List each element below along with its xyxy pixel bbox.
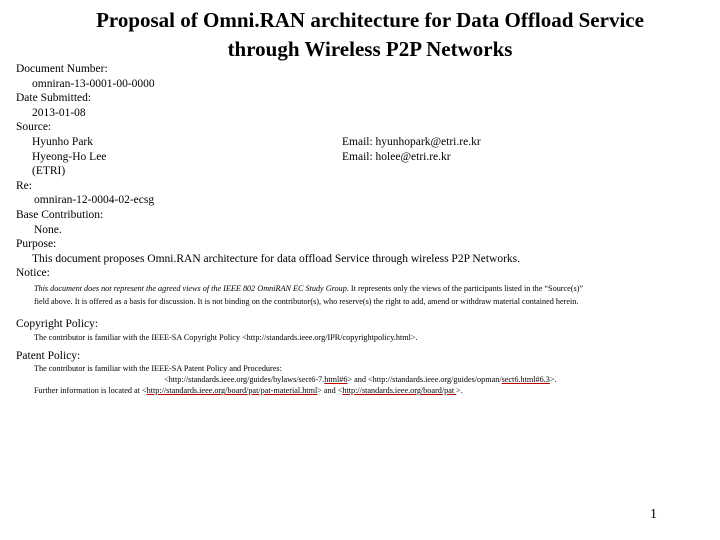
date-submitted-value: 2013-01-08 — [32, 106, 86, 119]
patent-text — [16, 363, 716, 396]
patent-line-1: The contributor is familiar with the IEEE-SA Patent Policy and Procedures: — [34, 364, 282, 374]
purpose-label: Purpose: — [16, 238, 57, 251]
notice-line-1-rest: . It represents only the views of the participants listed in the “Source(s)” — [346, 283, 584, 293]
document-body — [16, 62, 716, 396]
title-line-2: through Wireless P2P Networks — [227, 37, 513, 61]
patent-link-text: > and < — [317, 386, 343, 396]
author-row — [16, 150, 716, 165]
notice-line-2: field above. It is offered as a basis for discussion. It is not binding on the contributor(s), who reserve(s) the right to add, amend or withdraw material contained herein. — [34, 296, 579, 306]
author-email: Email: hyunhopark@etri.re.kr — [342, 135, 481, 148]
document-title — [30, 6, 710, 64]
base-contribution-value: None. — [34, 223, 62, 236]
patent-line-3 — [34, 385, 716, 396]
copyright-text: The contributor is familiar with the IEEE-SA Copyright Policy <http://standards.ieee.org/IPR/copyrightpolicy.html>. — [34, 332, 418, 342]
base-contribution-label: Base Contribution: — [16, 208, 104, 221]
re-value: omniran-12-0004-02-ecsg — [34, 194, 155, 207]
author-name: Hyunho Park — [32, 135, 94, 148]
patent-link-text: >. — [456, 386, 463, 396]
patent-link-text: >. — [549, 375, 557, 385]
patent-line-2 — [34, 374, 716, 385]
patent-label: Patent Policy: — [16, 349, 81, 362]
source-affiliation: (ETRI) — [32, 165, 66, 178]
patent-link-text: <http://standards.ieee.org/guides/bylaws/sect6-7. — [164, 375, 325, 385]
notice-label: Notice: — [16, 267, 50, 280]
page-number: 1 — [650, 507, 657, 522]
opman-link[interactable]: sect6.html#6.3 — [501, 375, 550, 385]
notice-italic-text: This document does not represent the agreed views of the IEEE 802 OmniRAN EC Study Group — [34, 283, 347, 293]
author-row — [16, 135, 716, 150]
purpose-value: This document proposes Omni.RAN architecture for data offload Service through wireless P2P Networks. — [32, 252, 521, 265]
pat-material-link[interactable]: http://standards.ieee.org/board/pat/pat-material.html — [146, 386, 318, 396]
bylaws-link[interactable]: html#6 — [324, 375, 348, 385]
patent-link-text: Further information is located at < — [34, 386, 147, 396]
document-number-value: omniran-13-0001-00-0000 — [32, 77, 155, 90]
document-number-label: Document Number: — [16, 63, 108, 75]
re-label: Re: — [16, 179, 32, 192]
patent-link-text: > and <http://standards.ieee.org/guides/opman/ — [347, 375, 502, 385]
source-label: Source: — [16, 121, 52, 134]
author-name: Hyeong-Ho Lee — [32, 150, 107, 163]
notice-text — [16, 282, 716, 308]
author-email: Email: holee@etri.re.kr — [342, 150, 451, 163]
date-submitted-label: Date Submitted: — [16, 92, 92, 105]
title-line-1: Proposal of Omni.RAN architecture for Data Offload Service — [96, 8, 644, 32]
pat-board-link[interactable]: http://standards.ieee.org/board/pat — [342, 386, 457, 396]
copyright-label: Copyright Policy: — [16, 317, 99, 330]
